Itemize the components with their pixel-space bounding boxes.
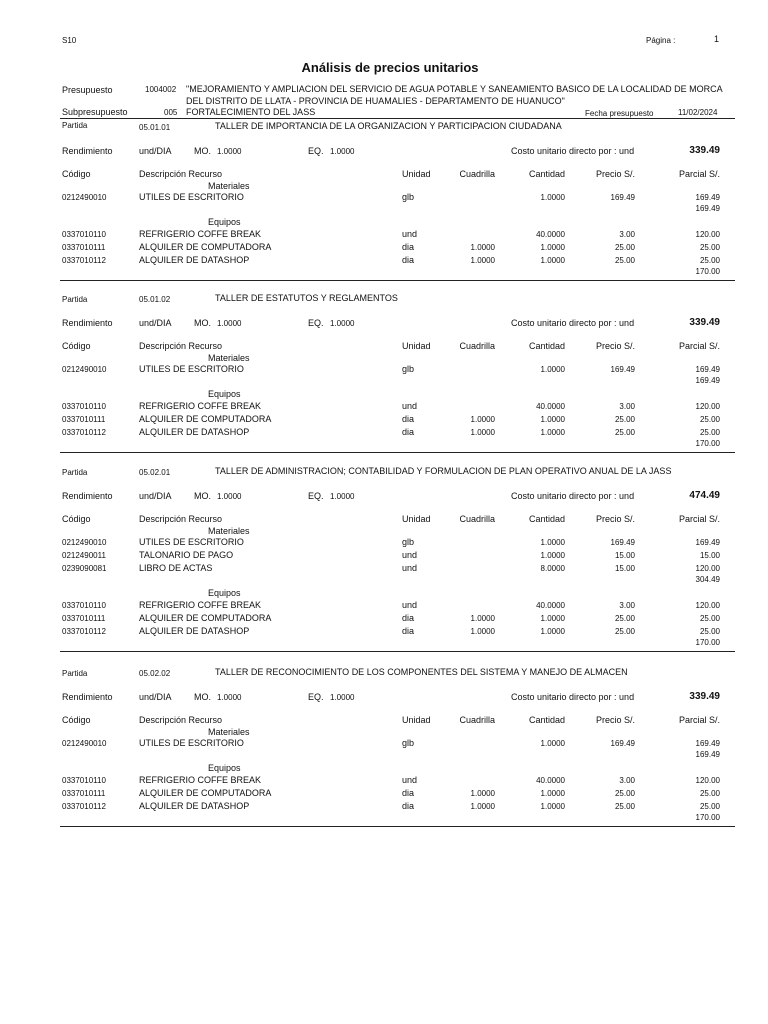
col-codigo: Código <box>62 514 91 524</box>
costo-value: 339.49 <box>689 691 720 702</box>
table-row-unidad: dia <box>402 414 415 424</box>
table-row-cantidad: 1.0000 <box>540 415 565 424</box>
table-row-descripcion: ALQUILER DE COMPUTADORA <box>139 788 272 798</box>
table-row-cantidad: 1.0000 <box>540 551 565 560</box>
table-row-codigo: 0212490010 <box>62 365 107 374</box>
table-row-codigo: 0212490010 <box>62 193 107 202</box>
table-row-cuadrilla: 1.0000 <box>470 627 495 636</box>
table-row-descripcion: ALQUILER DE DATASHOP <box>139 626 250 636</box>
page-number: 1 <box>714 34 720 44</box>
report-code: S10 <box>62 36 77 45</box>
table-row-parcial: 169.49 <box>695 739 720 748</box>
rendimiento-label: Rendimiento <box>62 146 113 156</box>
table-row-descripcion: LIBRO DE ACTAS <box>139 563 213 573</box>
table-row-parcial: 25.00 <box>699 415 720 424</box>
table-row-parcial: 169.49 <box>695 193 720 202</box>
presupuesto-line1: "MEJORAMIENTO Y AMPLIACION DEL SERVICIO DE AGUA POTABLE Y SANEAMIENTO BASICO DE LA LOCALIDAD DE MORCA <box>186 84 723 94</box>
equipos-heading: Equipos <box>208 389 241 399</box>
equipos-heading: Equipos <box>208 763 241 773</box>
table-row-descripcion: UTILES DE ESCRITORIO <box>139 364 244 374</box>
table-row-unidad: und <box>402 775 418 785</box>
table-row-unidad: dia <box>402 626 415 636</box>
table-row-precio: 25.00 <box>614 789 635 798</box>
table-row-parcial: 120.00 <box>695 776 720 785</box>
materiales-total: 304.49 <box>695 575 720 584</box>
mo-value: 1.0000 <box>217 147 242 156</box>
table-row-descripcion: ALQUILER DE COMPUTADORA <box>139 613 272 623</box>
partida-divider <box>60 826 735 827</box>
table-row-cantidad: 40.0000 <box>536 402 565 411</box>
table-row-cantidad: 1.0000 <box>540 365 565 374</box>
table-row-cantidad: 1.0000 <box>540 614 565 623</box>
col-precio: Precio S/. <box>595 715 635 725</box>
col-cantidad: Cantidad <box>528 341 565 351</box>
presupuesto-code: 1004002 <box>145 85 177 94</box>
col-descripcion: Descripción Recurso <box>139 715 223 725</box>
col-unidad: Unidad <box>402 514 431 524</box>
materiales-heading: Materiales <box>208 526 250 536</box>
rendimiento-label: Rendimiento <box>62 692 113 702</box>
equipos-heading: Equipos <box>208 588 241 598</box>
partida-code: 05.01.01 <box>139 123 171 132</box>
mo-label: MO. <box>194 146 211 156</box>
subpresupuesto-label: Subpresupuesto <box>62 107 128 117</box>
table-row-precio: 25.00 <box>614 614 635 623</box>
col-descripcion: Descripción Recurso <box>139 514 223 524</box>
materiales-heading: Materiales <box>208 727 250 737</box>
table-row-cantidad: 1.0000 <box>540 256 565 265</box>
rendimiento-label: Rendimiento <box>62 491 113 501</box>
table-row-unidad: und <box>402 401 418 411</box>
mo-label: MO. <box>194 692 211 702</box>
col-codigo: Código <box>62 169 91 179</box>
table-row-cantidad: 1.0000 <box>540 243 565 252</box>
rendimiento-unit: und/DIA <box>139 692 172 702</box>
costo-label: Costo unitario directo por : und <box>511 146 635 156</box>
equipos-heading: Equipos <box>208 217 241 227</box>
table-row-codigo: 0337010111 <box>62 614 106 623</box>
partida-name: TALLER DE RECONOCIMIENTO DE LOS COMPONENTES DEL SISTEMA Y MANEJO DE ALMACEN <box>215 667 628 677</box>
col-codigo: Código <box>62 715 91 725</box>
equipos-total: 170.00 <box>695 439 720 448</box>
eq-value: 1.0000 <box>330 319 355 328</box>
table-row-cantidad: 40.0000 <box>536 776 565 785</box>
table-row-descripcion: ALQUILER DE DATASHOP <box>139 255 250 265</box>
col-cuadrilla: Cuadrilla <box>459 341 495 351</box>
eq-label: EQ. <box>308 146 324 156</box>
table-row-parcial: 25.00 <box>699 256 720 265</box>
table-row-unidad: dia <box>402 801 415 811</box>
table-row-descripcion: UTILES DE ESCRITORIO <box>139 537 244 547</box>
table-row-unidad: und <box>402 563 418 573</box>
col-cantidad: Cantidad <box>528 715 565 725</box>
eq-value: 1.0000 <box>330 492 355 501</box>
eq-label: EQ. <box>308 692 324 702</box>
table-row-parcial: 120.00 <box>695 402 720 411</box>
table-row-unidad: dia <box>402 788 415 798</box>
table-row-codigo: 0337010112 <box>62 428 106 437</box>
table-row-codigo: 0239090081 <box>62 564 107 573</box>
partida-code: 05.01.02 <box>139 295 171 304</box>
table-row-parcial: 169.49 <box>695 538 720 547</box>
table-row-unidad: glb <box>402 192 415 202</box>
table-row-descripcion: ALQUILER DE COMPUTADORA <box>139 242 272 252</box>
partida-name: TALLER DE IMPORTANCIA DE LA ORGANIZACION Y PARTICIPACION CIUDADANA <box>215 121 562 131</box>
partida-label: Partida <box>62 295 88 304</box>
fecha-value: 11/02/2024 <box>678 108 718 117</box>
equipos-total: 170.00 <box>695 267 720 276</box>
col-precio: Precio S/. <box>595 341 635 351</box>
table-row-cuadrilla: 1.0000 <box>470 256 495 265</box>
table-row-descripcion: REFRIGERIO COFFE BREAK <box>139 775 262 785</box>
table-row-codigo: 0337010111 <box>62 243 106 252</box>
table-row-cantidad: 1.0000 <box>540 428 565 437</box>
table-row-cantidad: 40.0000 <box>536 601 565 610</box>
table-row-unidad: und <box>402 229 418 239</box>
table-row-cantidad: 1.0000 <box>540 802 565 811</box>
equipos-total: 170.00 <box>695 638 720 647</box>
partida-code: 05.02.01 <box>139 468 171 477</box>
table-row-precio: 3.00 <box>619 230 635 239</box>
table-row-unidad: dia <box>402 613 415 623</box>
col-parcial: Parcial S/. <box>678 341 720 351</box>
table-row-cantidad: 8.0000 <box>540 564 565 573</box>
col-cantidad: Cantidad <box>528 514 565 524</box>
subpresupuesto-code: 005 <box>164 108 178 117</box>
partida-divider <box>60 452 735 453</box>
page-label: Página : <box>646 36 676 45</box>
table-row-cantidad: 1.0000 <box>540 789 565 798</box>
col-parcial: Parcial S/. <box>678 169 720 179</box>
costo-value: 339.49 <box>689 145 720 156</box>
mo-label: MO. <box>194 491 211 501</box>
col-codigo: Código <box>62 341 91 351</box>
table-row-parcial: 25.00 <box>699 243 720 252</box>
table-row-precio: 3.00 <box>619 402 635 411</box>
table-row-parcial: 120.00 <box>695 230 720 239</box>
table-row-codigo: 0337010110 <box>62 402 106 411</box>
col-descripcion: Descripción Recurso <box>139 341 223 351</box>
table-row-parcial: 15.00 <box>699 551 720 560</box>
table-row-precio: 25.00 <box>614 243 635 252</box>
col-descripcion: Descripción Recurso <box>139 169 223 179</box>
table-row-descripcion: ALQUILER DE DATASHOP <box>139 801 250 811</box>
table-row-cantidad: 1.0000 <box>540 739 565 748</box>
presupuesto-label: Presupuesto <box>62 85 113 95</box>
table-row-precio: 25.00 <box>614 415 635 424</box>
col-precio: Precio S/. <box>595 169 635 179</box>
header-divider <box>60 118 735 119</box>
table-row-unidad: dia <box>402 427 415 437</box>
table-row-parcial: 25.00 <box>699 789 720 798</box>
presupuesto-line2: DEL DISTRITO DE LLATA - PROVINCIA DE HUAMALIES - DEPARTAMENTO DE HUANUCO" <box>186 96 565 106</box>
table-row-codigo: 0337010112 <box>62 802 106 811</box>
costo-label: Costo unitario directo por : und <box>511 318 635 328</box>
table-row-precio: 25.00 <box>614 428 635 437</box>
table-row-parcial: 25.00 <box>699 428 720 437</box>
rendimiento-unit: und/DIA <box>139 146 172 156</box>
table-row-cuadrilla: 1.0000 <box>470 802 495 811</box>
table-row-cantidad: 1.0000 <box>540 538 565 547</box>
eq-label: EQ. <box>308 491 324 501</box>
table-row-parcial: 120.00 <box>695 601 720 610</box>
col-cuadrilla: Cuadrilla <box>459 715 495 725</box>
table-row-descripcion: UTILES DE ESCRITORIO <box>139 738 244 748</box>
table-row-descripcion: UTILES DE ESCRITORIO <box>139 192 244 202</box>
eq-label: EQ. <box>308 318 324 328</box>
table-row-parcial: 25.00 <box>699 627 720 636</box>
partida-name: TALLER DE ADMINISTRACION; CONTABILIDAD Y FORMULACION DE PLAN OPERATIVO ANUAL DE LA JASS <box>215 466 672 476</box>
table-row-cuadrilla: 1.0000 <box>470 789 495 798</box>
materiales-heading: Materiales <box>208 353 250 363</box>
table-row-precio: 15.00 <box>614 551 635 560</box>
col-cuadrilla: Cuadrilla <box>459 169 495 179</box>
table-row-codigo: 0337010110 <box>62 776 106 785</box>
partida-name: TALLER DE ESTATUTOS Y REGLAMENTOS <box>215 293 398 303</box>
partida-code: 05.02.02 <box>139 669 171 678</box>
mo-value: 1.0000 <box>217 319 242 328</box>
table-row-precio: 25.00 <box>614 256 635 265</box>
rendimiento-unit: und/DIA <box>139 491 172 501</box>
table-row-descripcion: REFRIGERIO COFFE BREAK <box>139 401 262 411</box>
table-row-precio: 169.49 <box>610 365 635 374</box>
table-row-descripcion: ALQUILER DE COMPUTADORA <box>139 414 272 424</box>
table-row-parcial: 169.49 <box>695 365 720 374</box>
table-row-unidad: glb <box>402 537 415 547</box>
partida-label: Partida <box>62 669 88 678</box>
mo-value: 1.0000 <box>217 492 242 501</box>
table-row-descripcion: REFRIGERIO COFFE BREAK <box>139 600 262 610</box>
subpresupuesto-name: FORTALECIMIENTO DEL JASS <box>186 107 316 117</box>
table-row-cuadrilla: 1.0000 <box>470 243 495 252</box>
table-row-parcial: 25.00 <box>699 802 720 811</box>
table-row-codigo: 0212490010 <box>62 538 107 547</box>
col-unidad: Unidad <box>402 169 431 179</box>
table-row-cuadrilla: 1.0000 <box>470 428 495 437</box>
table-row-unidad: dia <box>402 242 415 252</box>
table-row-precio: 169.49 <box>610 739 635 748</box>
table-row-unidad: glb <box>402 364 415 374</box>
mo-value: 1.0000 <box>217 693 242 702</box>
costo-label: Costo unitario directo por : und <box>511 491 635 501</box>
table-row-descripcion: ALQUILER DE DATASHOP <box>139 427 250 437</box>
table-row-cantidad: 1.0000 <box>540 627 565 636</box>
eq-value: 1.0000 <box>330 147 355 156</box>
table-row-parcial: 120.00 <box>695 564 720 573</box>
table-row-cantidad: 40.0000 <box>536 230 565 239</box>
table-row-codigo: 0212490010 <box>62 739 107 748</box>
table-row-parcial: 25.00 <box>699 614 720 623</box>
table-row-codigo: 0212490011 <box>62 551 106 560</box>
partida-label: Partida <box>62 121 88 130</box>
costo-value: 339.49 <box>689 317 720 328</box>
table-row-cuadrilla: 1.0000 <box>470 415 495 424</box>
partida-divider <box>60 280 735 281</box>
table-row-codigo: 0337010112 <box>62 627 106 636</box>
table-row-precio: 169.49 <box>610 193 635 202</box>
col-cantidad: Cantidad <box>528 169 565 179</box>
page-title: Análisis de precios unitarios <box>301 60 479 75</box>
eq-value: 1.0000 <box>330 693 355 702</box>
table-row-descripcion: REFRIGERIO COFFE BREAK <box>139 229 262 239</box>
table-row-unidad: und <box>402 600 418 610</box>
col-parcial: Parcial S/. <box>678 715 720 725</box>
table-row-precio: 25.00 <box>614 802 635 811</box>
table-row-precio: 15.00 <box>614 564 635 573</box>
table-row-unidad: und <box>402 550 418 560</box>
col-precio: Precio S/. <box>595 514 635 524</box>
rendimiento-label: Rendimiento <box>62 318 113 328</box>
rendimiento-unit: und/DIA <box>139 318 172 328</box>
table-row-cantidad: 1.0000 <box>540 193 565 202</box>
table-row-codigo: 0337010110 <box>62 601 106 610</box>
mo-label: MO. <box>194 318 211 328</box>
equipos-total: 170.00 <box>695 813 720 822</box>
partida-label: Partida <box>62 468 88 477</box>
col-parcial: Parcial S/. <box>678 514 720 524</box>
col-cuadrilla: Cuadrilla <box>459 514 495 524</box>
table-row-cuadrilla: 1.0000 <box>470 614 495 623</box>
materiales-total: 169.49 <box>695 376 720 385</box>
table-row-codigo: 0337010110 <box>62 230 106 239</box>
table-row-codigo: 0337010111 <box>62 415 106 424</box>
table-row-unidad: glb <box>402 738 415 748</box>
table-row-precio: 25.00 <box>614 627 635 636</box>
costo-label: Costo unitario directo por : und <box>511 692 635 702</box>
table-row-descripcion: TALONARIO DE PAGO <box>139 550 234 560</box>
costo-value: 474.49 <box>689 490 720 501</box>
table-row-unidad: dia <box>402 255 415 265</box>
table-row-precio: 169.49 <box>610 538 635 547</box>
fecha-label: Fecha presupuesto <box>585 109 654 118</box>
col-unidad: Unidad <box>402 715 431 725</box>
materiales-total: 169.49 <box>695 750 720 759</box>
table-row-precio: 3.00 <box>619 601 635 610</box>
partida-divider <box>60 651 735 652</box>
table-row-codigo: 0337010112 <box>62 256 106 265</box>
materiales-total: 169.49 <box>695 204 720 213</box>
materiales-heading: Materiales <box>208 181 250 191</box>
col-unidad: Unidad <box>402 341 431 351</box>
table-row-precio: 3.00 <box>619 776 635 785</box>
table-row-codigo: 0337010111 <box>62 789 106 798</box>
